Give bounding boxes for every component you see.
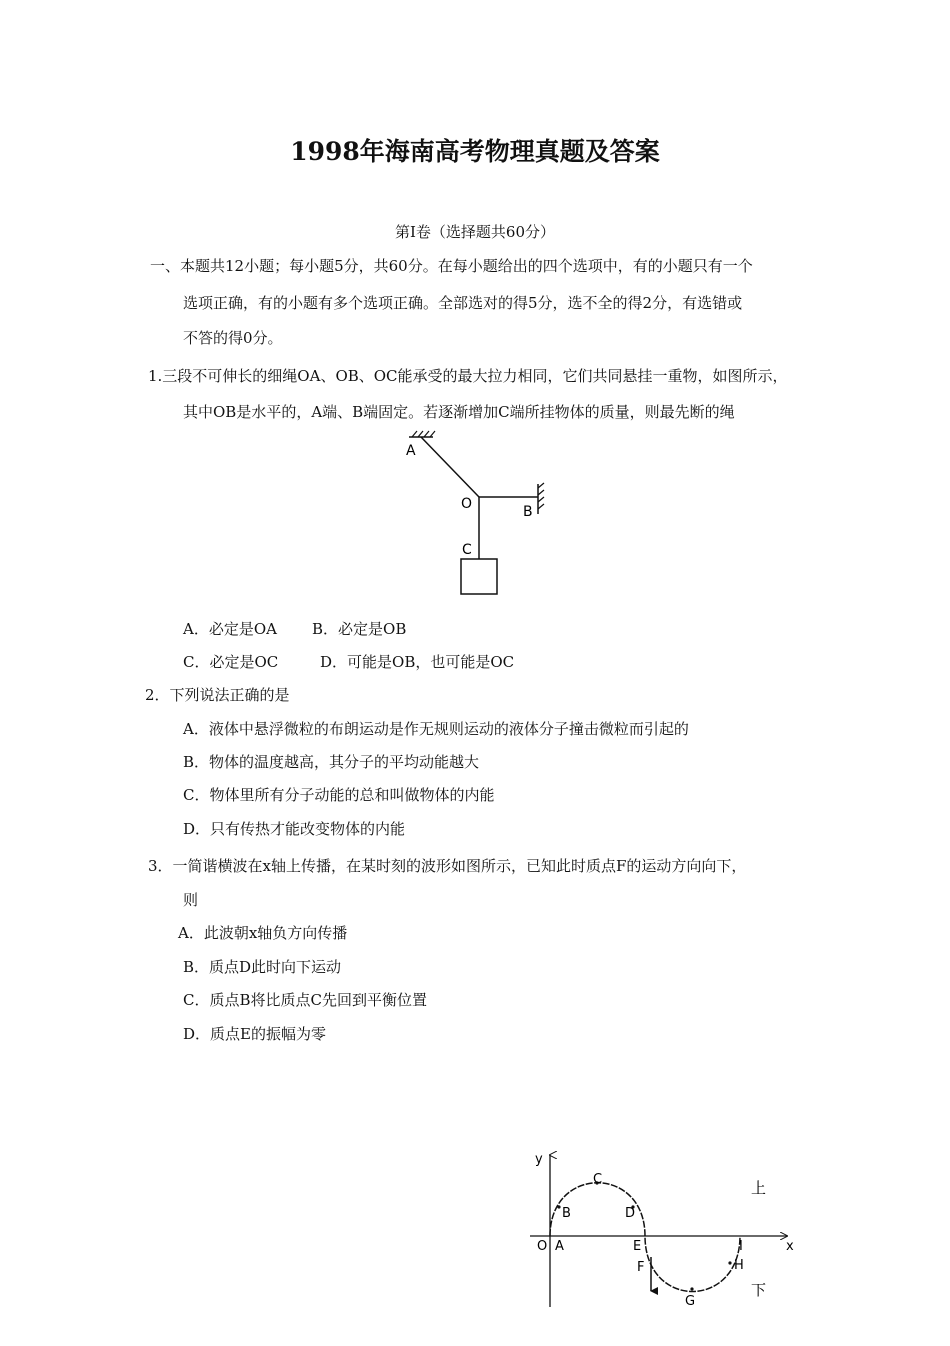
q2-option-c: C．物体里所有分子动能的总和叫做物体的内能 bbox=[183, 786, 495, 804]
q1-rope-diagram bbox=[395, 428, 555, 603]
q2-option-b: B．物体的温度越高，其分子的平均动能越大 bbox=[183, 753, 480, 771]
q3-axis-y-label: y bbox=[535, 1152, 543, 1167]
page-title: 1998年海南高考物理真题及答案 bbox=[290, 137, 660, 166]
q3-label-c: C bbox=[593, 1172, 603, 1187]
q3-label-o: O bbox=[537, 1239, 548, 1254]
q3-label-up: 上 bbox=[751, 1179, 767, 1197]
section-heading: 第Ⅰ卷（选择题共60分） bbox=[394, 223, 555, 241]
q3-label-i: I bbox=[739, 1239, 743, 1254]
q3-stem-line-2: 则 bbox=[183, 891, 199, 909]
q2-option-a: A．液体中悬浮微粒的布朗运动是作无规则运动的液体分子撞击微粒而引起的 bbox=[183, 720, 689, 738]
q3-label-d: D bbox=[625, 1206, 636, 1221]
q3-label-a: A bbox=[555, 1239, 564, 1254]
q1-stem-line-2: 其中OB是水平的，A端、B端固定。若逐渐增加C端所挂物体的质量，则最先断的绳 bbox=[183, 403, 735, 421]
q3-stem-line-1: 3．一简谐横波在x轴上传播，在某时刻的波形如图所示，已知此时质点F的运动方向向下， bbox=[148, 857, 747, 875]
q3-label-f: F bbox=[637, 1260, 645, 1275]
q1-option-a: A．必定是OA bbox=[183, 620, 277, 638]
q2-option-d: D．只有传热才能改变物体的内能 bbox=[183, 820, 406, 838]
q3-label-e: E bbox=[633, 1239, 642, 1254]
q3-option-d: D．质点E的振幅为零 bbox=[183, 1025, 326, 1043]
q1-option-c: C．必定是OC bbox=[183, 653, 279, 671]
q3-option-b: B．质点D此时向下运动 bbox=[183, 958, 342, 976]
q1-label-c: C bbox=[462, 542, 472, 558]
q1-label-b: B bbox=[523, 504, 533, 520]
q1-label-a: A bbox=[406, 443, 416, 459]
q1-option-b: B．必定是OB bbox=[312, 620, 407, 638]
q1-label-o: O bbox=[461, 496, 473, 512]
q3-label-b: B bbox=[562, 1206, 571, 1221]
instructions-line-1: 一、本题共12小题；每小题5分，共60分。在每小题给出的四个选项中，有的小题只有一个 bbox=[150, 257, 753, 275]
q3-label-down: 下 bbox=[751, 1281, 767, 1299]
q3-wave-diagram bbox=[525, 1145, 800, 1315]
q3-option-a: A．此波朝x轴负方向传播 bbox=[178, 924, 348, 942]
q3-label-g: G bbox=[685, 1294, 696, 1309]
q3-label-h: H bbox=[734, 1258, 744, 1273]
q2-stem: 2．下列说法正确的是 bbox=[145, 686, 290, 704]
q3-axis-x-label: x bbox=[786, 1239, 794, 1254]
q1-stem-line-1: 1.三段不可伸长的细绳OA、OB、OC能承受的最大拉力相同，它们共同悬挂一重物，如图所示， bbox=[148, 367, 788, 385]
q3-option-c: C．质点B将比质点C先回到平衡位置 bbox=[183, 991, 427, 1009]
instructions-line-3: 不答的得0分。 bbox=[183, 329, 283, 347]
q1-option-d: D．可能是OB，也可能是OC bbox=[320, 653, 515, 671]
instructions-line-2: 选项正确，有的小题有多个选项正确。全部选对的得5分，选不全的得2分，有选错或 bbox=[183, 294, 743, 312]
